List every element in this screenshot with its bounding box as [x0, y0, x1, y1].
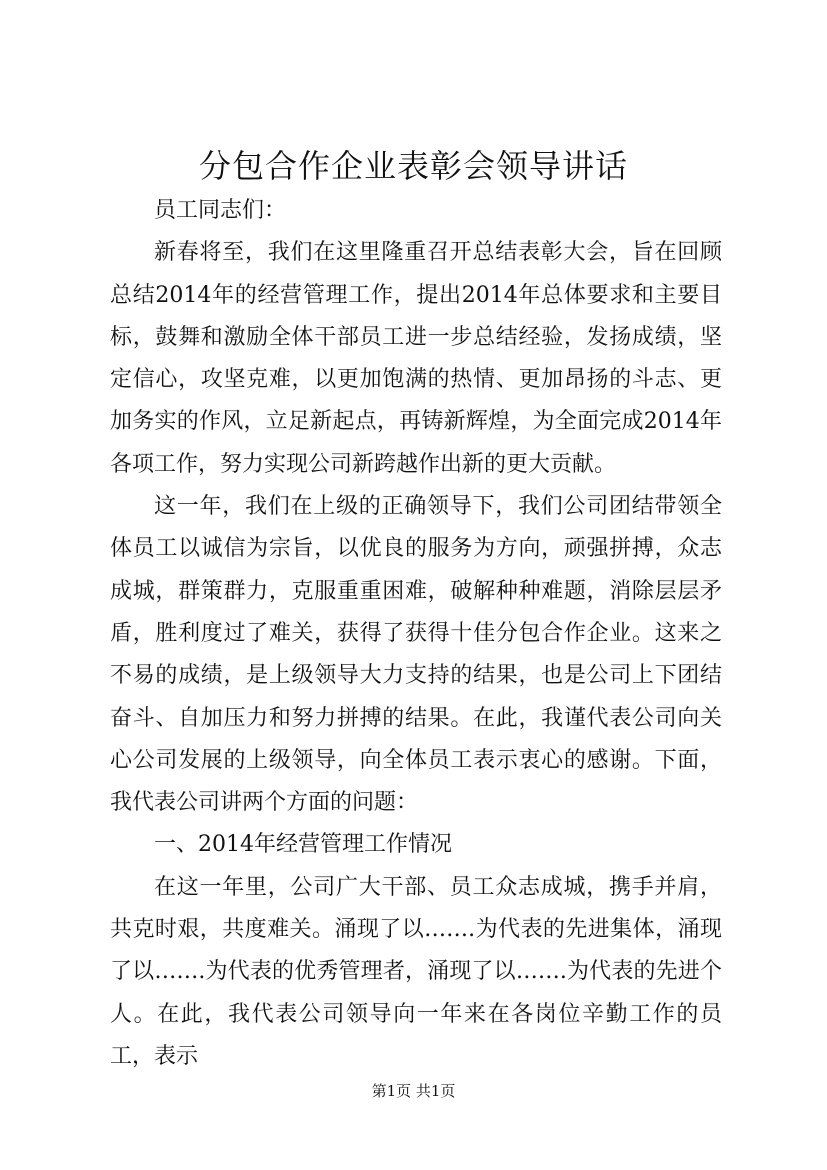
page-number-label: 第1页 共1页 [371, 1082, 456, 1100]
body-paragraph: 新春将至，我们在这里隆重召开总结表彰大会，旨在回顾总结2014年的经营管理工作，提出2014年总体要求和主要目标，鼓舞和激励全体干部员工进一步总结经验，发扬成绩，坚定信心，攻坚克难，以更加饱满的热情、更加昂扬的斗志、更加务实的作风，立足新起点，再铸新辉煌，为全面完成2014年各项工作，努力实现公司新跨越作出新的更大贡献。 [110, 240, 722, 477]
document-title: 分包合作企业表彰会领导讲话 [198, 147, 628, 185]
section-heading: 一、2014年经营管理工作情况 [154, 832, 452, 858]
document-body [110, 190, 722, 1078]
body-paragraph: 在这一年里，公司广大干部、员工众志成城，携手并肩，共克时艰，共度难关。涌现了以…….为代表的先进集体，涌现了以…….为代表的优秀管理者，涌现了以…….为代表的先进个人。在此，我代表公司领导向一年来在各岗位辛勤工作的员工，表示 [110, 874, 722, 1069]
salutation-paragraph: 员工同志们： [154, 198, 287, 223]
body-paragraph: 这一年，我们在上级的正确领导下，我们公司团结带领全体员工以诚信为宗旨，以优良的服务为方向，顽强拼搏，众志成城，群策群力，克服重重困难，破解种种难题，消除层层矛盾，胜利度过了难关，获得了获得十佳分包合作企业。这来之不易的成绩，是上级领导大力支持的结果，也是公司上下团结奋斗、自加压力和努力拼搏的结果。在此，我谨代表公司向关心公司发展的上级领导，向全体员工表示衷心的感谢。下面，我代表公司讲两个方面的问题： [110, 494, 722, 816]
page-footer [0, 1080, 827, 1102]
